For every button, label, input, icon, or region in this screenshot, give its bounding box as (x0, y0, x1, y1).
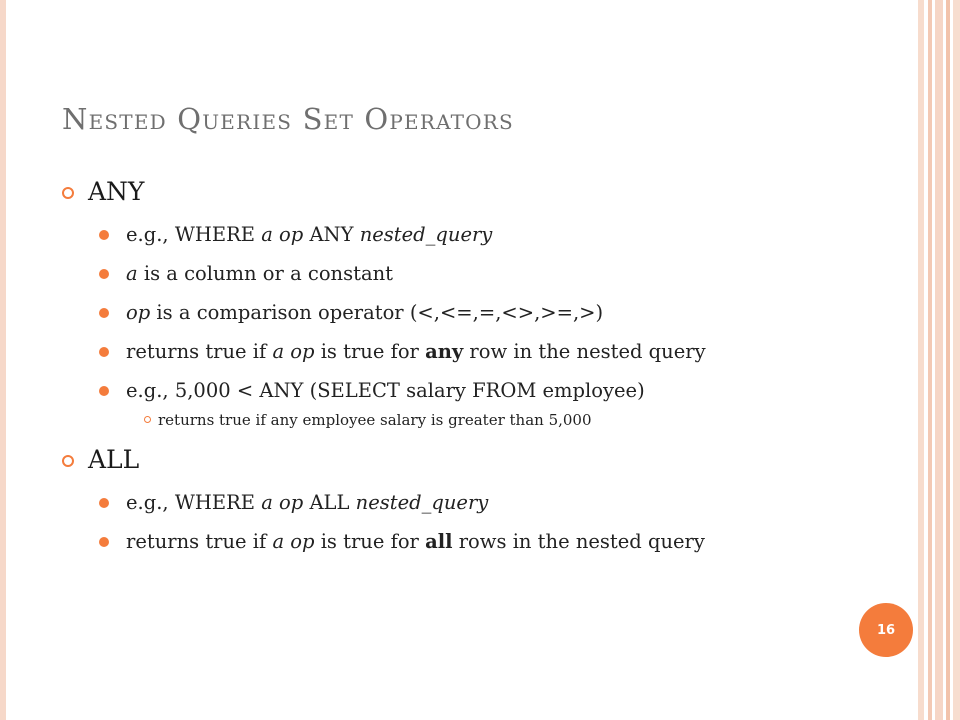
any-op-definition (62, 300, 852, 325)
text: ANY (303, 223, 360, 246)
left-border (0, 0, 6, 720)
text: rows in the nested query (452, 530, 705, 553)
ring-bullet-icon (62, 187, 74, 199)
text: is a comparison operator (<,<=,=,<>,>=,>) (150, 301, 604, 324)
any-example-query (62, 378, 852, 403)
any-example-explanation (62, 410, 852, 430)
text: returns true if (126, 340, 273, 363)
slide-content (62, 176, 852, 554)
text: e.g., WHERE (126, 223, 262, 246)
text: ALL (303, 491, 356, 514)
text-bold: all (425, 530, 453, 553)
all-example-syntax (62, 490, 852, 515)
any-returns (62, 339, 852, 364)
dot-bullet-icon (99, 386, 109, 396)
text: returns true if (126, 530, 273, 553)
text: returns true if any employee salary is greater than 5,000 (158, 411, 592, 429)
any-example-syntax (62, 222, 852, 247)
text-italic: a op (261, 223, 304, 246)
bullet-any (62, 176, 852, 208)
right-decorative-bars (918, 0, 960, 720)
text-italic: op (126, 301, 151, 324)
all-returns (62, 529, 852, 554)
text-italic: a (126, 262, 138, 285)
dot-bullet-icon (99, 269, 109, 279)
text: e.g., 5,000 < ANY (SELECT salary FROM employee) (126, 379, 645, 402)
dot-bullet-icon (99, 230, 109, 240)
small-ring-bullet-icon (144, 416, 151, 423)
text: is true for (314, 340, 426, 363)
any-a-definition (62, 261, 852, 286)
all-heading: ALL (88, 445, 140, 474)
text-italic: nested_query (359, 223, 493, 246)
text-italic: a op (261, 491, 304, 514)
text: is true for (314, 530, 426, 553)
dot-bullet-icon (99, 537, 109, 547)
text-italic: nested_query (355, 491, 489, 514)
text-bold: any (425, 340, 464, 363)
text: row in the nested query (463, 340, 706, 363)
bullet-all (62, 444, 852, 476)
text-italic: a op (272, 530, 315, 553)
dot-bullet-icon (99, 347, 109, 357)
dot-bullet-icon (99, 498, 109, 508)
text: e.g., WHERE (126, 491, 262, 514)
dot-bullet-icon (99, 308, 109, 318)
text-italic: a op (272, 340, 315, 363)
slide-title: Nested Queries Set Operators (62, 102, 514, 136)
ring-bullet-icon (62, 455, 74, 467)
text: is a column or a constant (137, 262, 393, 285)
page-number-badge: 16 (859, 603, 913, 657)
any-heading: ANY (88, 177, 145, 206)
